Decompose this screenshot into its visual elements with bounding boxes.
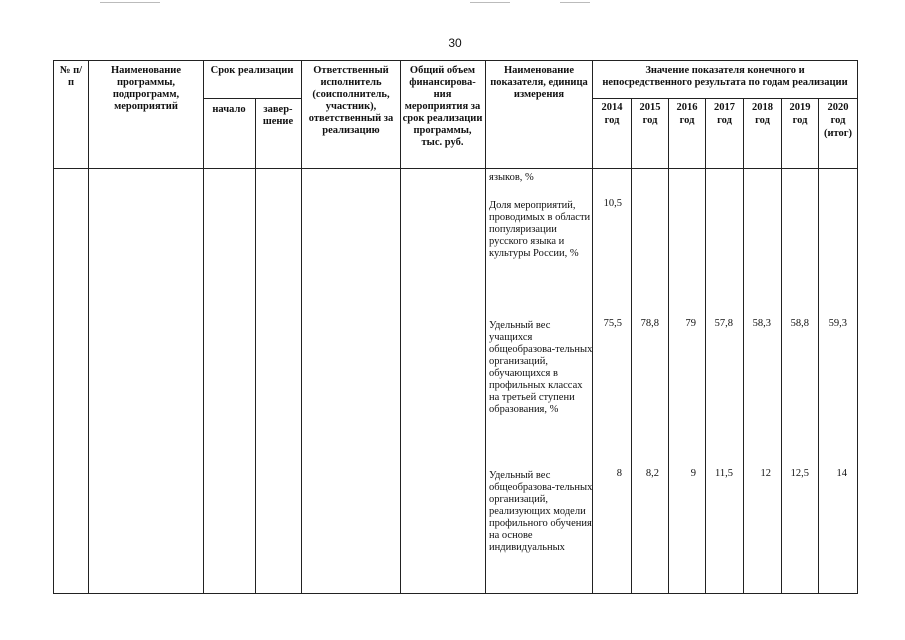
year-suffix: год: [604, 115, 620, 126]
year-label: 2018: [752, 102, 773, 113]
year-header-2015: [632, 101, 668, 127]
col-border: [818, 98, 819, 594]
col-border: [203, 60, 204, 594]
value-cell: 75,5: [603, 318, 622, 329]
year-header-2017: [706, 101, 743, 127]
col-border: [255, 98, 256, 594]
value-cell: 9: [690, 468, 696, 479]
col-border: [485, 60, 486, 594]
year-label: 2016: [676, 102, 698, 113]
year-header-2016: [669, 101, 705, 127]
year-suffix: год: [679, 115, 695, 126]
year-label: 2017: [714, 102, 735, 113]
year-suffix: год: [717, 115, 732, 126]
year-header-2019: [782, 101, 818, 127]
header-bottom-border: [53, 168, 858, 169]
year-header-2018: [744, 101, 781, 127]
table-top-border: [53, 60, 858, 61]
header-funding: Общий объем финансирова-ния мероприятия за срок реализации программы, тыс. руб.: [402, 65, 483, 148]
year-label: 2019: [789, 102, 811, 113]
year-header-2014: [593, 101, 631, 127]
header-values-group: Значение показателя конечного и непосредственного результата по годам реализации: [602, 65, 848, 88]
col-border: [857, 60, 858, 594]
value-cell: 14: [836, 468, 847, 479]
value-cell: 78,8: [640, 318, 659, 329]
page-number: 30: [448, 36, 462, 50]
year-suffix: год: [755, 115, 770, 126]
year-suffix: год: [642, 115, 658, 126]
col-border: [53, 60, 54, 594]
header-start: начало: [212, 104, 246, 115]
col-border: [781, 98, 782, 594]
indicator-name: Удельный вес учащихся общеобразова-тельных организаций, обучающихся в профильных классах на третьей ступени образования, %: [489, 320, 593, 415]
header-executor: Ответственный исполнитель (соисполнитель, участник), ответственный за реализацию: [308, 65, 394, 136]
year-header-2020: [819, 101, 857, 140]
year-suffix: год (итог): [823, 115, 853, 139]
year-label: 2015: [639, 102, 661, 113]
value-cell: 10,5: [603, 198, 622, 209]
header-num: № п/п: [59, 65, 83, 88]
header-end: завер-шение: [262, 104, 294, 127]
scan-artifact: [470, 2, 510, 3]
scan-artifact: [100, 2, 160, 3]
indicator-name: Удельный вес общеобразова-тельных организаций, реализующих модели профильного обучения на основе индивидуальных: [489, 470, 593, 553]
value-cell: 12: [760, 468, 771, 479]
year-suffix: год: [792, 115, 808, 126]
col-border: [88, 60, 89, 594]
header-term: Срок реализации: [210, 65, 294, 76]
header-program: Наименование программы, подпрограмм, мероприятий: [111, 65, 181, 112]
col-border: [301, 60, 302, 594]
col-border: [400, 60, 401, 594]
year-label: 2020: [827, 102, 849, 113]
value-cell: 8: [616, 468, 622, 479]
value-cell: 79: [685, 318, 696, 329]
col-border: [631, 98, 632, 594]
col-border: [743, 98, 744, 594]
value-cell: 8,2: [645, 468, 659, 479]
value-cell: 58,8: [790, 318, 809, 329]
scan-artifact: [560, 2, 590, 3]
col-border: [668, 98, 669, 594]
value-cell: 12,5: [790, 468, 809, 479]
value-cell: 58,3: [752, 318, 771, 329]
value-cell: 59,3: [828, 318, 847, 329]
indicator-name: Доля мероприятий, проводимых в области популяризации русского языка и культуры России, %: [489, 200, 591, 259]
value-cell: 57,8: [714, 318, 733, 329]
col-border: [705, 98, 706, 594]
term-subheader-line: [203, 98, 301, 99]
table-bottom-border: [53, 593, 858, 594]
year-label: 2014: [601, 102, 623, 113]
header-indicator: Наименование показателя, единица измерения: [490, 65, 588, 100]
indicator-name: языков, %: [489, 172, 534, 183]
value-cell: 11,5: [715, 468, 733, 479]
